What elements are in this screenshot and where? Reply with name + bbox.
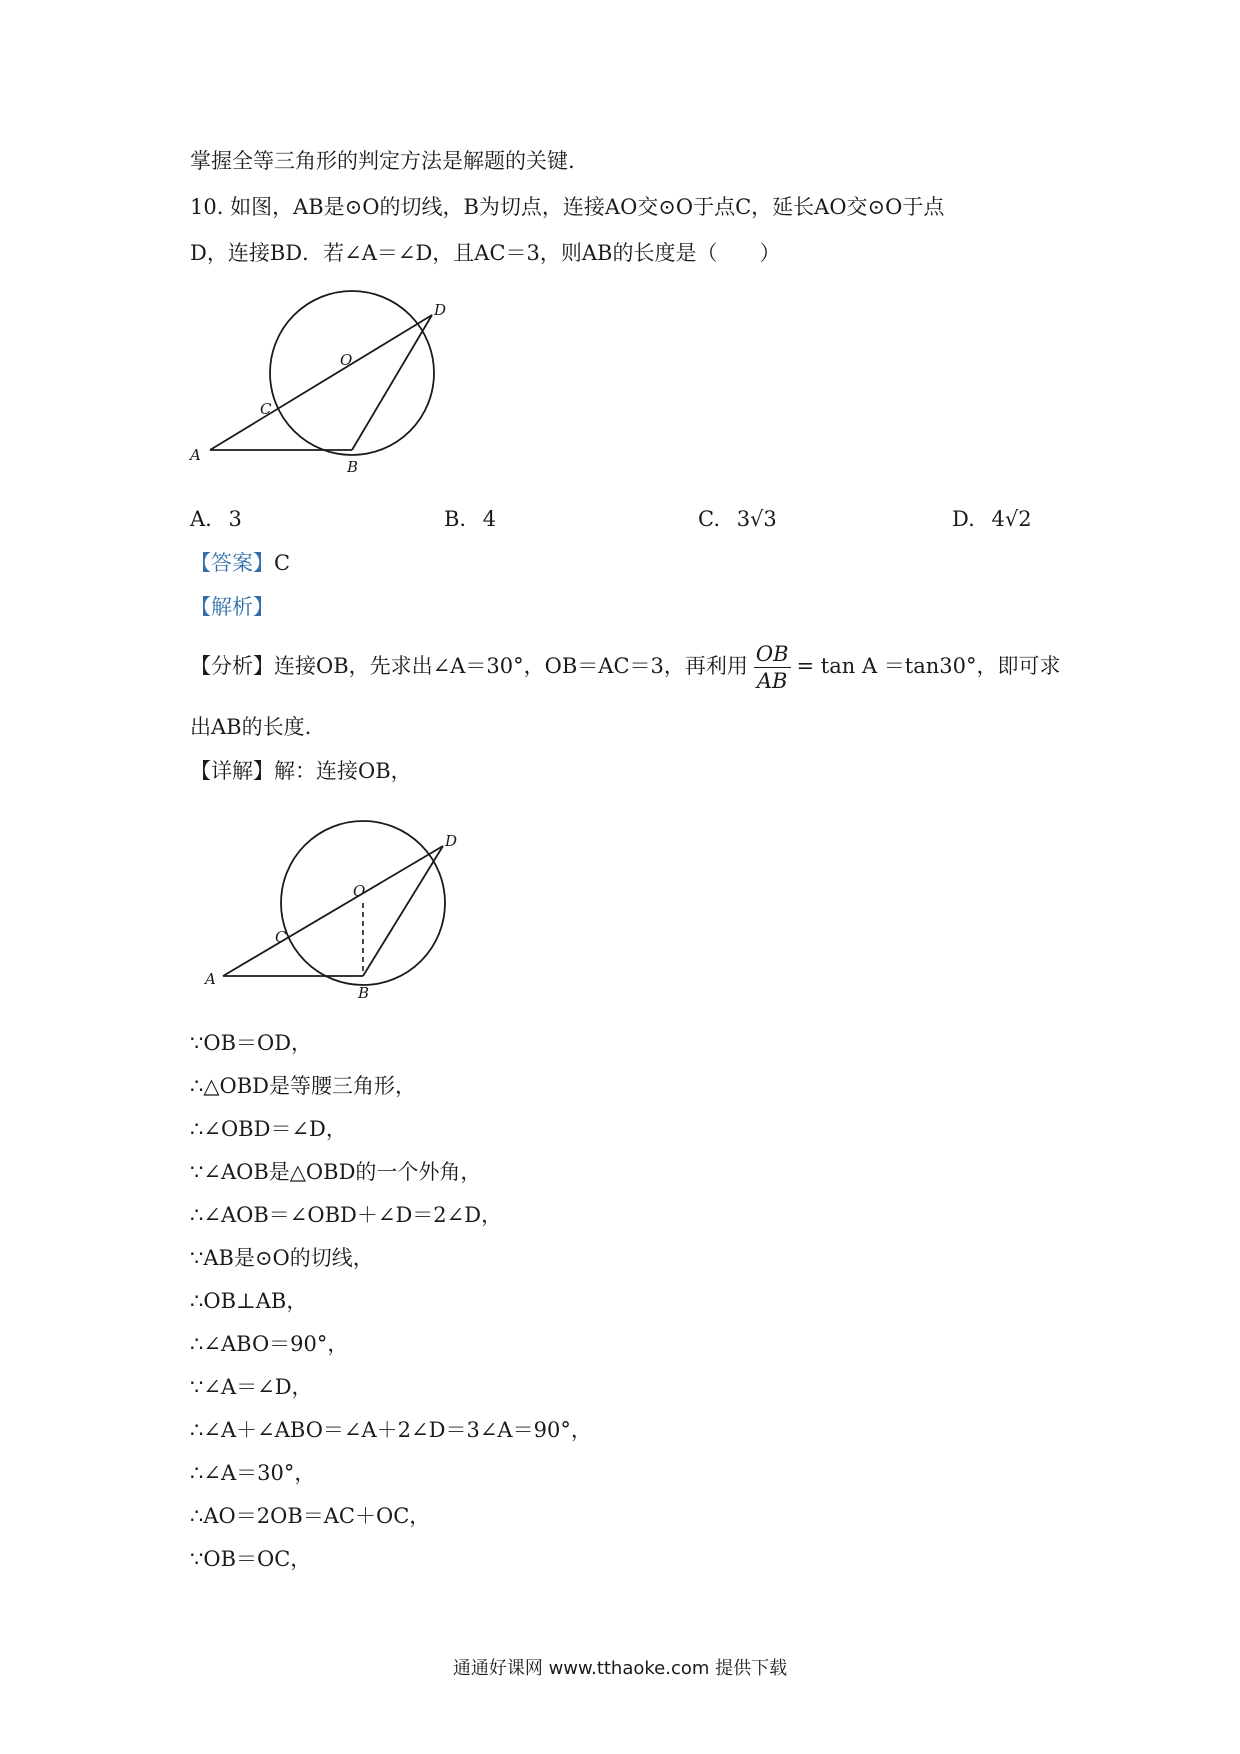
option-b-value: 4 [482, 507, 497, 531]
fig1-label-o: O [340, 351, 353, 369]
fig2-label-b: B [358, 984, 370, 1002]
step-line: ∴△OBD是等腰三角形， [190, 1074, 416, 1098]
fenxi-text-1: 连接OB，先求出∠A＝30°，OB＝AC＝3，再利用 [274, 654, 748, 678]
fraction-denominator: AB [756, 669, 788, 693]
step-line: ∵OB＝OD， [190, 1031, 313, 1055]
fenxi-tag: 【分析】 [190, 654, 274, 678]
question-line-2: D，连接BD．若∠A＝∠D，且AC＝3，则AB的长度是（ ） [190, 241, 781, 265]
fig2-label-a: A [205, 970, 216, 988]
fenxi-line [190, 636, 1061, 696]
analysis-tag: 【解析】 [190, 595, 274, 619]
answer-tag: 【答案】 [190, 551, 274, 575]
option-a-value: 3 [228, 507, 242, 531]
fig1-label-a: A [190, 446, 201, 464]
answer-value: C [274, 551, 291, 575]
step-line: ∴OB⊥AB， [190, 1289, 308, 1313]
ob-over-ab-fraction [754, 641, 791, 694]
step-line: ∴∠AOB＝∠OBD＋∠D＝2∠D， [190, 1203, 503, 1227]
page-footer: 通通好课网 www.tthaoke.com 提供下载 [452, 1658, 788, 1679]
step-line: ∵∠AOB是△OBD的一个外角， [190, 1160, 482, 1184]
xiangjie-line [190, 756, 412, 786]
option-b [444, 504, 496, 534]
fig1-label-b: B [347, 458, 359, 476]
step-line: ∵AB是⊙O的切线， [190, 1246, 374, 1270]
option-a-letter: A. [190, 507, 212, 531]
fig2-label-d: D [445, 832, 458, 850]
step-line: ∴∠A＋∠ABO＝∠A＋2∠D＝3∠A＝90°， [190, 1418, 592, 1442]
fenxi-text-2: = tan A ＝tan30°，即可求 [796, 654, 1061, 678]
option-a [190, 504, 242, 534]
intro-line: 掌握全等三角形的判定方法是解题的关键. [190, 149, 575, 173]
fenxi-line-2: 出AB的长度. [190, 715, 312, 739]
fig1-label-d: D [434, 301, 447, 319]
fig2-label-o: O [353, 882, 366, 900]
option-d-letter: D. [952, 507, 975, 531]
question-line-1: 10. 如图，AB是⊙O的切线，B为切点，连接AO交⊙O于点C，延长AO交⊙O于点 [190, 195, 945, 219]
xiangjie-tag: 【详解】 [190, 759, 274, 783]
step-line: ∵OB＝OC， [190, 1547, 312, 1571]
option-b-letter: B. [444, 507, 467, 531]
option-c [698, 504, 777, 534]
step-line: ∴∠A＝30°， [190, 1461, 316, 1485]
option-c-letter: C. [698, 507, 720, 531]
step-line: ∴AO＝2OB＝AC＋OC， [190, 1504, 431, 1528]
xiangjie-text: 解：连接OB， [274, 759, 412, 783]
option-d-value: 4√2 [991, 507, 1032, 531]
solution-figure [195, 810, 475, 1010]
fig2-label-c: C [275, 928, 287, 946]
step-line: ∴∠ABO＝90°， [190, 1332, 349, 1356]
step-line: ∴∠OBD＝∠D， [190, 1117, 347, 1141]
fraction-numerator: OB [755, 642, 789, 666]
question-figure [180, 280, 460, 480]
answer-line [190, 548, 290, 578]
option-d [952, 504, 1032, 534]
fig1-label-c: C [260, 400, 272, 418]
option-c-value: 3√3 [736, 507, 777, 531]
step-line: ∵∠A＝∠D， [190, 1375, 313, 1399]
